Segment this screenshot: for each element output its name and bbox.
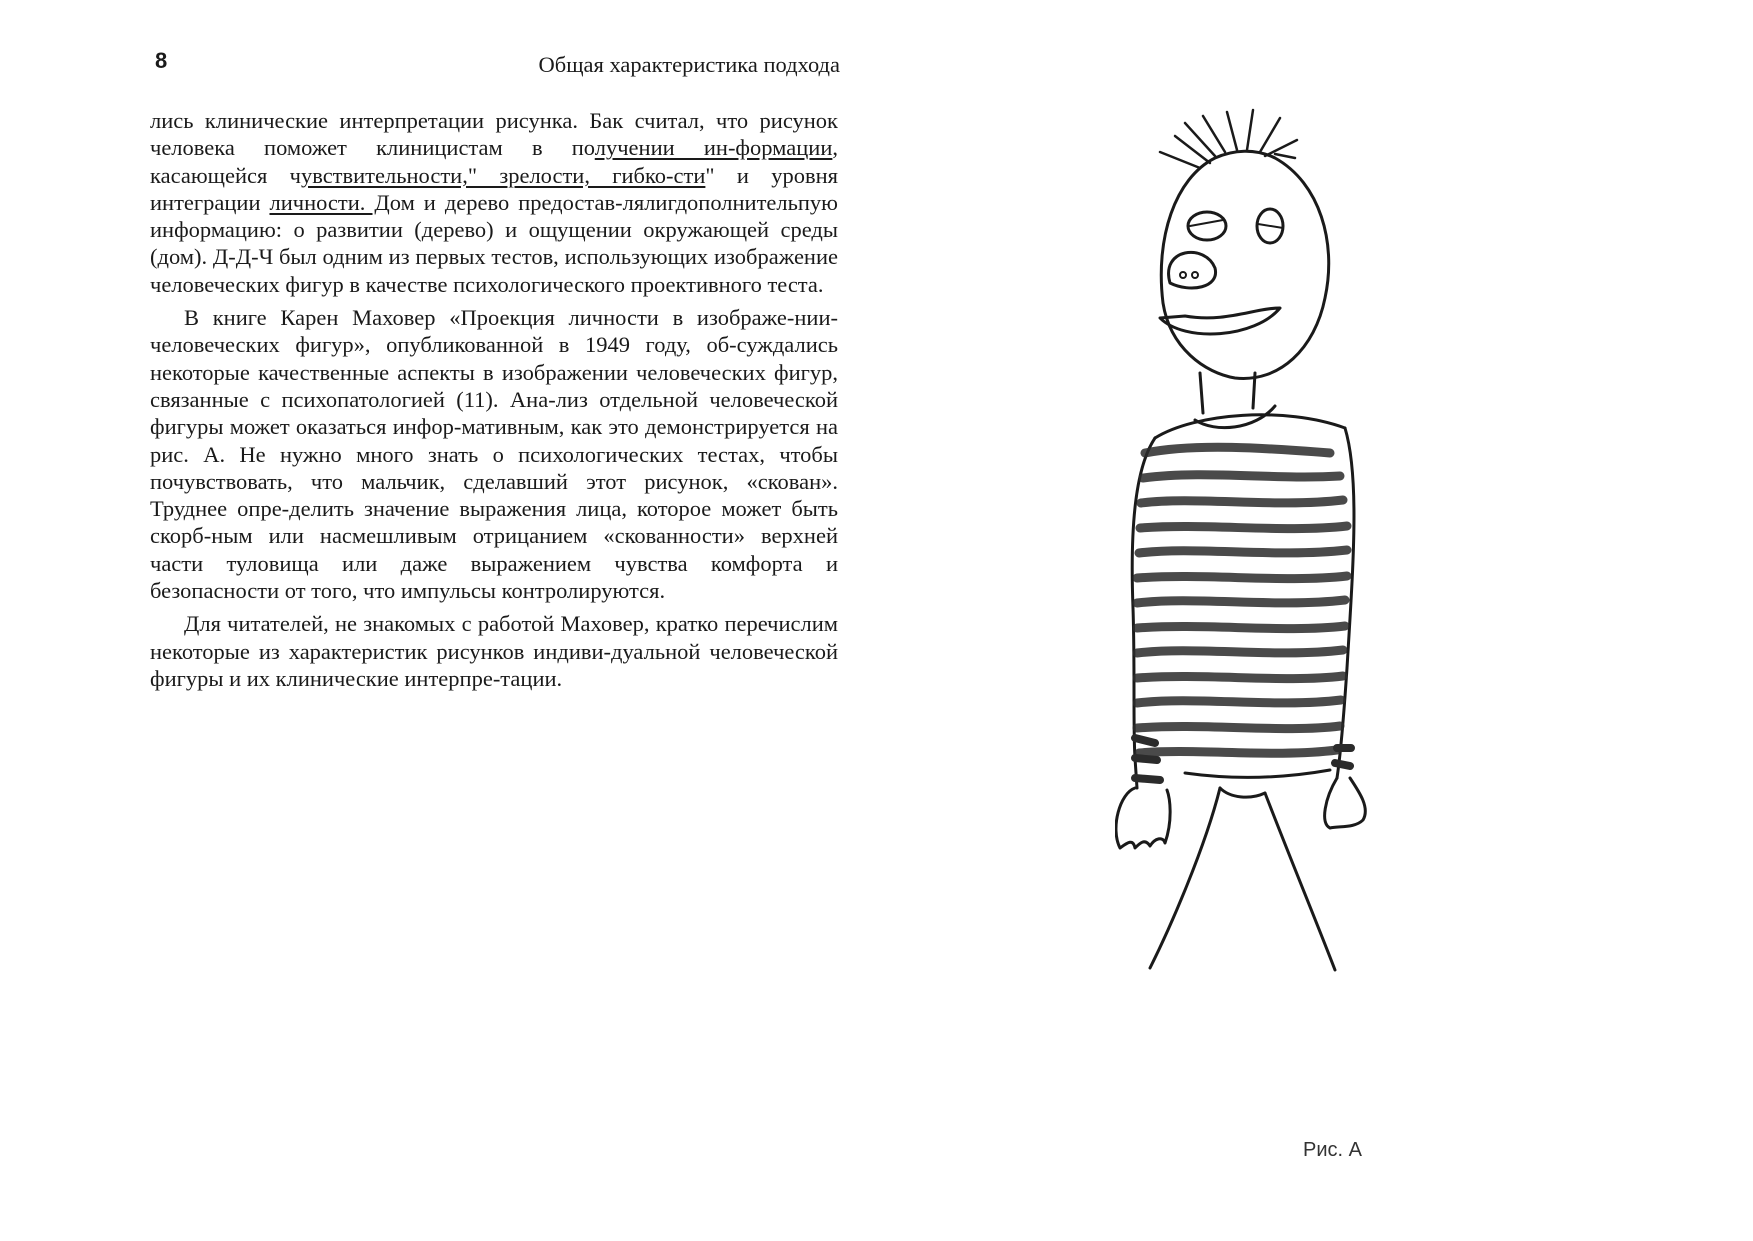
child-drawing: [1115, 108, 1535, 1108]
text-segment: Для читателей, не знакомых с работой Маховер, кратко перечислим некоторые из характеристик рисунков индиви-дуальной человеческой фигуры и их клинические интерпре-тации.: [150, 611, 838, 691]
mouth: [1160, 308, 1280, 334]
text-segment: В книге Карен Маховер «Проекция личности в изображе-нии-человеческих фигур», опубликованной в 1949 году, об-суждались некоторые качественные аспекты в изображении человеческих фигур, связанные с психопатологией (11). Ана-лиз отдельной человеческой фигуры может оказаться инфор-мативным, как это демонстрируется на рис. А. Не нужно много знать о психологических тестах, чтобы почувствовать, что мальчик, сделавший этот рисунок, «скован». Труднее опре-делить значение выражения лица, которое может быть скорб-ным или насмешливым отрицанием «скованности» верхней части туловища или даже выражением чувства комфорта и безопасности от того, что импульсы контролируются.: [150, 305, 838, 604]
underlined-segment: лучении ин-формации: [594, 135, 833, 161]
left-leg: [1150, 788, 1220, 968]
underlined-segment: увствительности," зрелости, гибко-сти: [300, 162, 706, 188]
text-segment: , касающейся ч: [150, 135, 838, 188]
neck: [1200, 373, 1203, 413]
paragraph-2: [150, 304, 838, 604]
running-head: Общая характеристика подхода: [538, 52, 840, 77]
page-number: 8: [155, 48, 168, 73]
text-segment: лись клинические интерпретации рисунка. Бак считал, что рисунок человека поможет клиницистам в по: [150, 108, 838, 161]
text-segment: " и уровня интеграции: [150, 162, 838, 215]
paragraph-3: [150, 610, 838, 692]
text-segment: ом и дерево предостав-лялигдополнительпую информацию: о развитии (дерево) и ощущении окружающей среды (дом). Д-Д-Ч был одним из первых тестов, использующих изображение человеческих фигур в качестве психологического проективного теста.: [150, 189, 838, 297]
body-text: [150, 107, 838, 692]
cuff-scribble: [1135, 738, 1351, 780]
paragraph-1: [150, 107, 838, 298]
figure-caption: Рис. А: [1303, 1139, 1362, 1161]
underlined-segment: личности. Д: [269, 189, 390, 215]
torso-scribble: [1137, 447, 1347, 753]
figure-drawing: [1115, 108, 1535, 1108]
nose: [1169, 252, 1216, 288]
left-page: [150, 40, 840, 840]
head-outline: [1161, 151, 1328, 378]
